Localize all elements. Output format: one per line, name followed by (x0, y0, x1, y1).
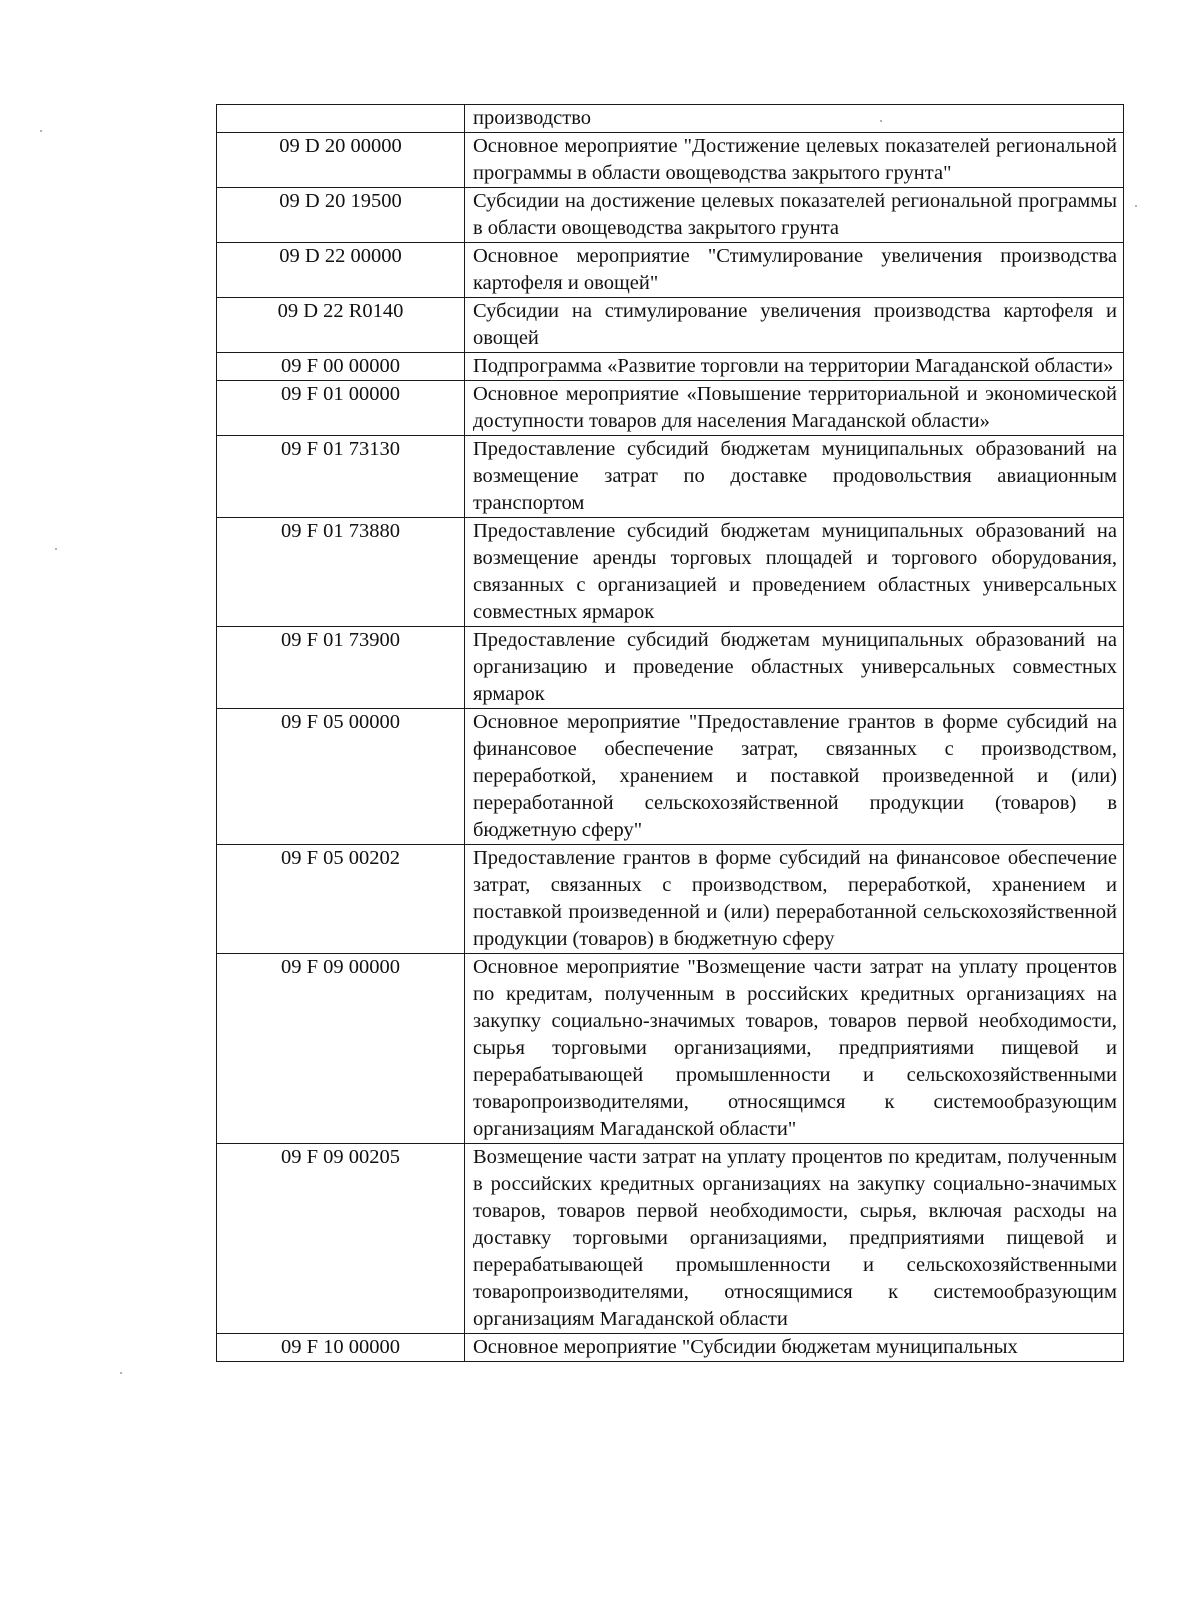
code-cell: 09 D 20 00000 (217, 133, 465, 188)
code-cell: 09 D 20 19500 (217, 188, 465, 243)
code-cell: 09 F 01 73900 (217, 627, 465, 709)
table-row (217, 381, 1124, 436)
scan-speck (1135, 205, 1137, 207)
code-cell: 09 F 10 00000 (217, 1334, 465, 1362)
name-cell: Субсидии на достижение целевых показателей региональной программы в области овощеводства закрытого грунта (465, 188, 1124, 243)
table-row (217, 105, 1124, 133)
code-cell: 09 F 01 00000 (217, 381, 465, 436)
code-cell: 09 F 09 00205 (217, 1144, 465, 1334)
name-cell: производство (465, 105, 1124, 133)
budget-code-table (216, 104, 1124, 1362)
table-body (217, 105, 1124, 1362)
table-row (217, 845, 1124, 954)
name-cell: Основное мероприятие "Предоставление грантов в форме субсидий на финансовое обеспечение затрат, связанных с производством, переработкой, хранением и поставкой произведенной и (или) переработанной сельскохозяйственной продукции (товаров) в бюджетную сферу" (465, 709, 1124, 845)
name-cell: Основное мероприятие «Повышение территориальной и экономической доступности товаров для населения Магаданской области» (465, 381, 1124, 436)
code-cell: 09 F 09 00000 (217, 954, 465, 1144)
table-row (217, 133, 1124, 188)
table-row (217, 1334, 1124, 1362)
table-row (217, 353, 1124, 381)
name-cell: Подпрограмма «Развитие торговли на территории Магаданской области» (465, 353, 1124, 381)
code-cell: 09 F 05 00000 (217, 709, 465, 845)
name-cell: Предоставление субсидий бюджетам муниципальных образований на возмещение затрат по доставке продовольствия авиационным транспортом (465, 436, 1124, 518)
code-cell: 09 F 00 00000 (217, 353, 465, 381)
table-row (217, 436, 1124, 518)
code-cell: 09 F 01 73880 (217, 518, 465, 627)
table-row (217, 243, 1124, 298)
table-row (217, 518, 1124, 627)
code-cell (217, 105, 465, 133)
scan-speck (120, 1372, 122, 1374)
name-cell: Предоставление грантов в форме субсидий на финансовое обеспечение затрат, связанных с производством, переработкой, хранением и поставкой произведенной и (или) переработанной сельскохозяйственной продукции (товаров) в бюджетную сферу (465, 845, 1124, 954)
code-cell: 09 D 22 00000 (217, 243, 465, 298)
name-cell: Основное мероприятие "Субсидии бюджетам муниципальных (465, 1334, 1124, 1362)
code-cell: 09 D 22 R0140 (217, 298, 465, 353)
name-cell: Предоставление субсидий бюджетам муниципальных образований на возмещение аренды торговых площадей и торгового оборудования, связанных с организацией и проведением областных универсальных совместных ярмарок (465, 518, 1124, 627)
name-cell: Основное мероприятие "Возмещение части затрат на уплату процентов по кредитам, полученным в российских кредитных организациях на закупку социально-значимых товаров, товаров первой необходимости, сырья торговыми организациями, предприятиями пищевой и перерабатывающей промышленности и сельскохозяйственными товаропроизводителями, относящимся к системообразующим организациям Магаданской области" (465, 954, 1124, 1144)
table-row (217, 627, 1124, 709)
name-cell: Предоставление субсидий бюджетам муниципальных образований на организацию и проведение областных универсальных совместных ярмарок (465, 627, 1124, 709)
scan-speck (55, 548, 57, 550)
code-cell: 09 F 05 00202 (217, 845, 465, 954)
table-row (217, 188, 1124, 243)
table-row (217, 298, 1124, 353)
code-cell: 09 F 01 73130 (217, 436, 465, 518)
name-cell: Возмещение части затрат на уплату процентов по кредитам, полученным в российских кредитных организациях на закупку социально-значимых товаров, товаров первой необходимости, сырья, включая расходы на доставку торговыми организациями, предприятиями пищевой и перерабатывающей промышленности и сельскохозяйственными товаропроизводителями, относящимися к системообразующим организациям Магаданской области (465, 1144, 1124, 1334)
table-row (217, 954, 1124, 1144)
table-row (217, 1144, 1124, 1334)
name-cell: Основное мероприятие "Стимулирование увеличения производства картофеля и овощей" (465, 243, 1124, 298)
name-cell: Субсидии на стимулирование увеличения производства картофеля и овощей (465, 298, 1124, 353)
table-row (217, 709, 1124, 845)
scan-speck (40, 130, 42, 132)
name-cell: Основное мероприятие "Достижение целевых показателей региональной программы в области овощеводства закрытого грунта" (465, 133, 1124, 188)
